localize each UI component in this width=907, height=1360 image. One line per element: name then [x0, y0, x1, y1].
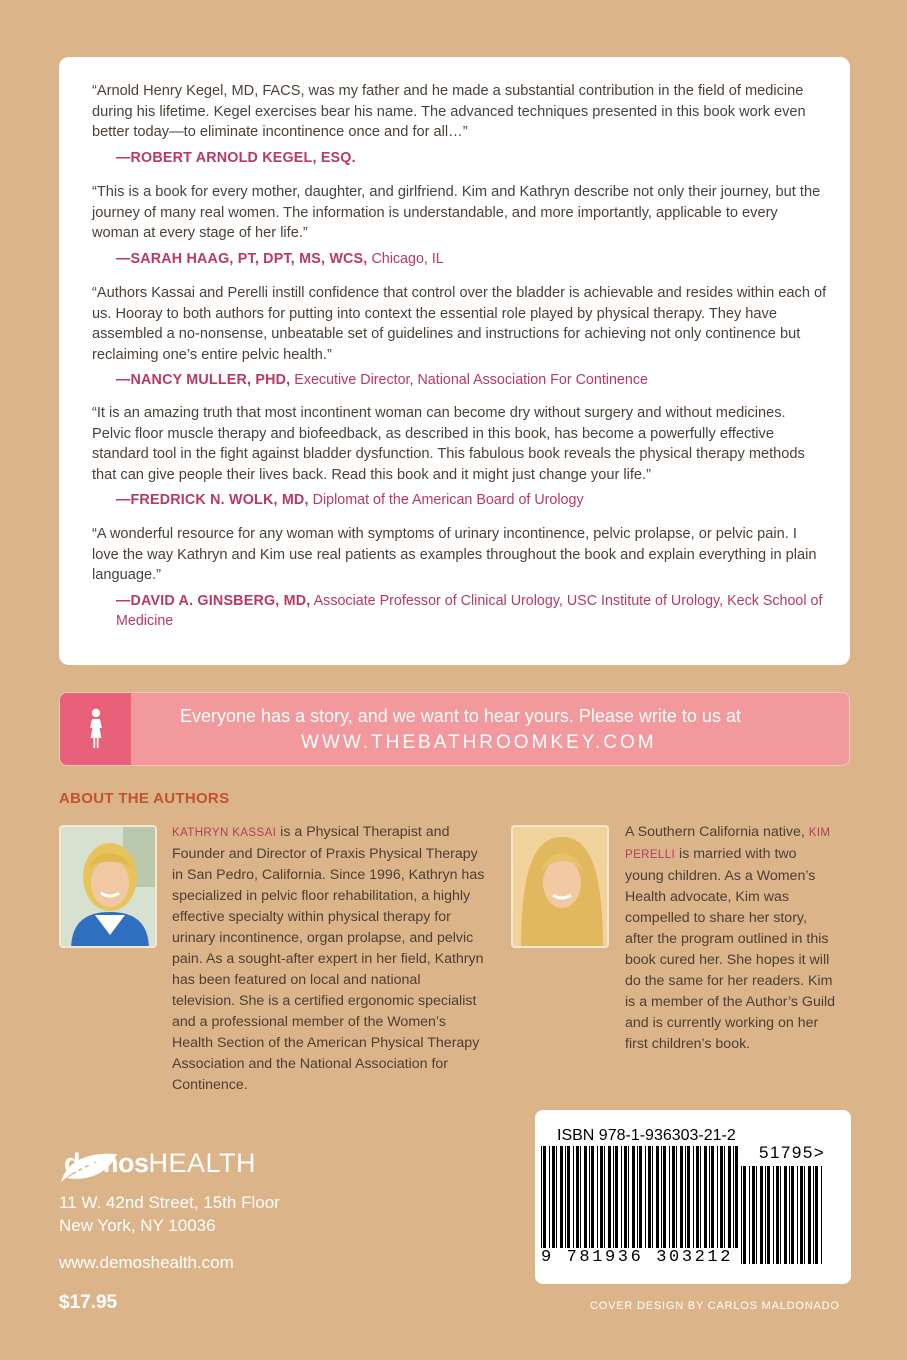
barcode-bar: [797, 1166, 798, 1264]
barcode-bar: [767, 1166, 770, 1264]
barcode-bar: [784, 1166, 787, 1264]
barcode-bar: [621, 1146, 622, 1248]
publisher-address-line1: 11 W. 42nd Street, 15th Floor: [59, 1193, 280, 1212]
testimonial-1: [92, 81, 827, 168]
barcode-bar: [776, 1166, 779, 1264]
website-banner: [59, 692, 850, 766]
publisher-logo: [64, 1148, 256, 1179]
barcode-bar: [693, 1146, 694, 1248]
isbn-label: ISBN 978-1-936303-21-2: [557, 1127, 736, 1144]
quote-author: —DAVID A. GINSBERG, MD,: [116, 592, 311, 609]
woman-restroom-icon: [60, 693, 131, 765]
barcode-bar: [645, 1146, 646, 1248]
barcode-bar: [680, 1146, 683, 1248]
barcode-bar: [704, 1146, 707, 1248]
barcode-bar: [743, 1166, 746, 1264]
quote-attribution: [92, 249, 827, 269]
logo-text-light: HEALTH: [148, 1148, 257, 1178]
barcode-bar: [709, 1146, 710, 1248]
testimonial-2: [92, 182, 827, 269]
quote-author-role: Diplomat of the American Board of Urology: [312, 492, 584, 508]
barcode-bar: [756, 1166, 757, 1264]
barcode-bar: [821, 1166, 822, 1264]
barcode-bar: [685, 1146, 686, 1248]
barcode-bar: [565, 1146, 566, 1248]
barcode-bar: [608, 1146, 611, 1248]
quote-attribution: [92, 591, 827, 631]
quote-text: “This is a book for every mother, daughter, and girlfriend. Kim and Kathryn describe not only their journey, but the journey of many real women. The information is understandable, and more importantly, applicable to every woman at every stage of her life.”: [92, 184, 821, 241]
barcode-bar: [584, 1146, 587, 1248]
publisher-address-line2: New York, NY 10036: [59, 1216, 216, 1235]
barcode-bar: [541, 1146, 542, 1248]
barcode-bar: [735, 1146, 738, 1248]
barcode-bar: [808, 1166, 811, 1264]
barcode-bar: [628, 1146, 629, 1248]
author-name: KATHRYN KASSAI: [172, 827, 277, 839]
quote-text: “Authors Kassai and Perelli instill confidence that control over the bladder is achievable and resides within each of us. Hooray to both authors for putting into context the essential role played by physical therapy. They have assembled a no-nonsense, unbeatable set of guidelines and instructions for achieving not only continence but reclaiming one’s entire pelvic health.”: [92, 285, 827, 363]
barcode-bar: [656, 1146, 659, 1248]
author-bio-intro: A Southern California native,: [625, 824, 809, 840]
testimonial-3: [92, 283, 827, 390]
barcode-bar: [573, 1146, 574, 1248]
barcode-bar: [765, 1166, 766, 1264]
barcode-bar: [813, 1166, 814, 1264]
barcode-bar: [661, 1146, 662, 1248]
quote-author: —NANCY MULLER, PHD,: [116, 372, 291, 388]
banner-website-link[interactable]: WWW.THEBATHROOMKEY.COM: [301, 732, 657, 753]
barcode-bar: [741, 1166, 742, 1264]
banner-message: Everyone has a story, and we want to hear yours. Please write to us at: [180, 706, 741, 726]
barcode-bar: [800, 1166, 803, 1264]
barcode-bar: [613, 1146, 614, 1248]
barcode-bar: [720, 1146, 723, 1248]
kathryn-kassai-photo: [59, 825, 157, 948]
barcode-box: [535, 1110, 851, 1284]
quote-attribution: [92, 490, 827, 510]
barcode-bar: [652, 1146, 653, 1248]
barcode-bar: [700, 1146, 701, 1248]
quote-author-role: Associate Professor of Clinical Urology, USC Institute of Urology, Keck School of Medicine: [116, 592, 823, 629]
banner-icon-box: [60, 693, 131, 765]
quote-author: —ROBERT ARNOLD KEGEL, ESQ.: [116, 149, 356, 166]
barcode-bar: [773, 1166, 774, 1264]
barcode-bar: [576, 1146, 579, 1248]
logo-text-bold: demos: [64, 1148, 149, 1178]
barcode-bar: [597, 1146, 598, 1248]
barcode-bar: [637, 1146, 638, 1248]
barcode-bar: [639, 1146, 642, 1248]
author-bio-text: is married with two young children. As a Women’s Health advocate, Kim was compelled to share her story, after the program outlined in this book cured her. She hopes it will do the same for her readers. Kim is a member of the Author’s Guild and is currently working on her first children’s book.: [625, 846, 836, 1052]
quote-author: —SARAH HAAG, PT, DPT, MS, WCS,: [116, 250, 368, 267]
barcode-bar: [669, 1146, 670, 1248]
barcode-bar: [687, 1146, 690, 1248]
barcode-bar: [567, 1146, 570, 1248]
quote-text: “Arnold Henry Kegel, MD, FACS, was my father and he made a substantial contribution in the field of medicine during his lifetime. Kegel exercises bear his name. The advanced techniques presented in this book work even better today—to eliminate incontinence once and for all…”: [92, 83, 806, 140]
cover-design-credit: COVER DESIGN BY CARLOS MALDONADO: [590, 1300, 840, 1312]
barcode-bar: [760, 1166, 763, 1264]
barcode-bar: [600, 1146, 603, 1248]
barcode-bar: [580, 1146, 581, 1248]
barcode-bar: [648, 1146, 651, 1248]
price-addon-barcode: [741, 1166, 825, 1264]
barcode-bar: [752, 1166, 755, 1264]
quote-attribution: [92, 148, 827, 168]
testimonial-5: [92, 524, 827, 631]
barcode-bar: [624, 1146, 627, 1248]
barcode-bar: [791, 1166, 794, 1264]
barcode-bar: [663, 1146, 666, 1248]
kim-perelli-photo: [511, 825, 609, 948]
barcode-bar: [711, 1146, 714, 1248]
barcode-number: 9 781936 303212: [541, 1248, 734, 1267]
barcode-bar: [615, 1146, 618, 1248]
author-bio-text: is a Physical Therapist and Founder and Director of Praxis Physical Therapy in San Pedro, California. Since 1996, Kathryn has specialized in pelvic floor rehabilitation, a highly effective specialty within physical therapy for urinary incontinence, organ prolapse, and pelvic pain. As a sought-after expert in her field, Kathryn has been featured on local and national television. She is a certified ergonomic specialist and a professional member of the Women’s Health Section of the American Physical Therapy Association and the National Association for Continence.: [172, 824, 485, 1093]
barcode-bar: [543, 1146, 546, 1248]
barcode-bar: [552, 1146, 555, 1248]
barcode-bar: [780, 1166, 781, 1264]
barcode-bar: [815, 1166, 818, 1264]
barcode-bar: [789, 1166, 790, 1264]
about-authors-heading: ABOUT THE AUTHORS: [59, 790, 230, 807]
barcode-bar: [632, 1146, 635, 1248]
barcode-bar: [696, 1146, 699, 1248]
barcode-bar: [804, 1166, 805, 1264]
barcode-bar: [749, 1166, 750, 1264]
isbn-barcode: [541, 1146, 741, 1248]
barcode-bar: [724, 1146, 725, 1248]
testimonial-4: [92, 403, 827, 510]
barcode-bar: [717, 1146, 718, 1248]
kathryn-kassai-bio: [172, 822, 487, 1096]
barcode-bar: [560, 1146, 563, 1248]
author-name: KIM PERELLI: [625, 827, 831, 861]
barcode-bar: [672, 1146, 675, 1248]
testimonials-panel: [59, 57, 850, 665]
barcode-bar: [556, 1146, 557, 1248]
barcode-bar: [549, 1146, 550, 1248]
quote-author: —FREDRICK N. WOLK, MD,: [116, 492, 309, 508]
quote-author-role: Chicago, IL: [371, 250, 444, 267]
barcode-bar: [591, 1146, 594, 1248]
quote-text: “It is an amazing truth that most incontinent woman can become dry without surgery and without medicines. Pelvic floor muscle therapy and biofeedback, as described in this book, has become a powerfully effective standard tool in the fight against bladder dysfunction. This fabulous book reveals the physical therapy methods that can give people their lives back. Read this book and it might just change your life.”: [92, 405, 805, 483]
quote-author-role: Executive Director, National Association For Continence: [294, 372, 648, 388]
barcode-bar: [728, 1146, 731, 1248]
barcode-bar: [589, 1146, 590, 1248]
quote-text: “A wonderful resource for any woman with symptoms of urinary incontinence, pelvic prolapse, or pelvic pain. I love the way Kathryn and Kim use real patients as examples throughout the book and explain everything in plain language.”: [92, 526, 817, 583]
barcode-bar: [604, 1146, 605, 1248]
publisher-website[interactable]: www.demoshealth.com: [59, 1253, 234, 1272]
book-price: $17.95: [59, 1292, 118, 1313]
kim-perelli-bio: [625, 822, 837, 1055]
price-code: 51795>: [759, 1143, 826, 1162]
barcode-bar: [676, 1146, 677, 1248]
quote-attribution: [92, 370, 827, 390]
barcode-bar: [733, 1146, 734, 1248]
